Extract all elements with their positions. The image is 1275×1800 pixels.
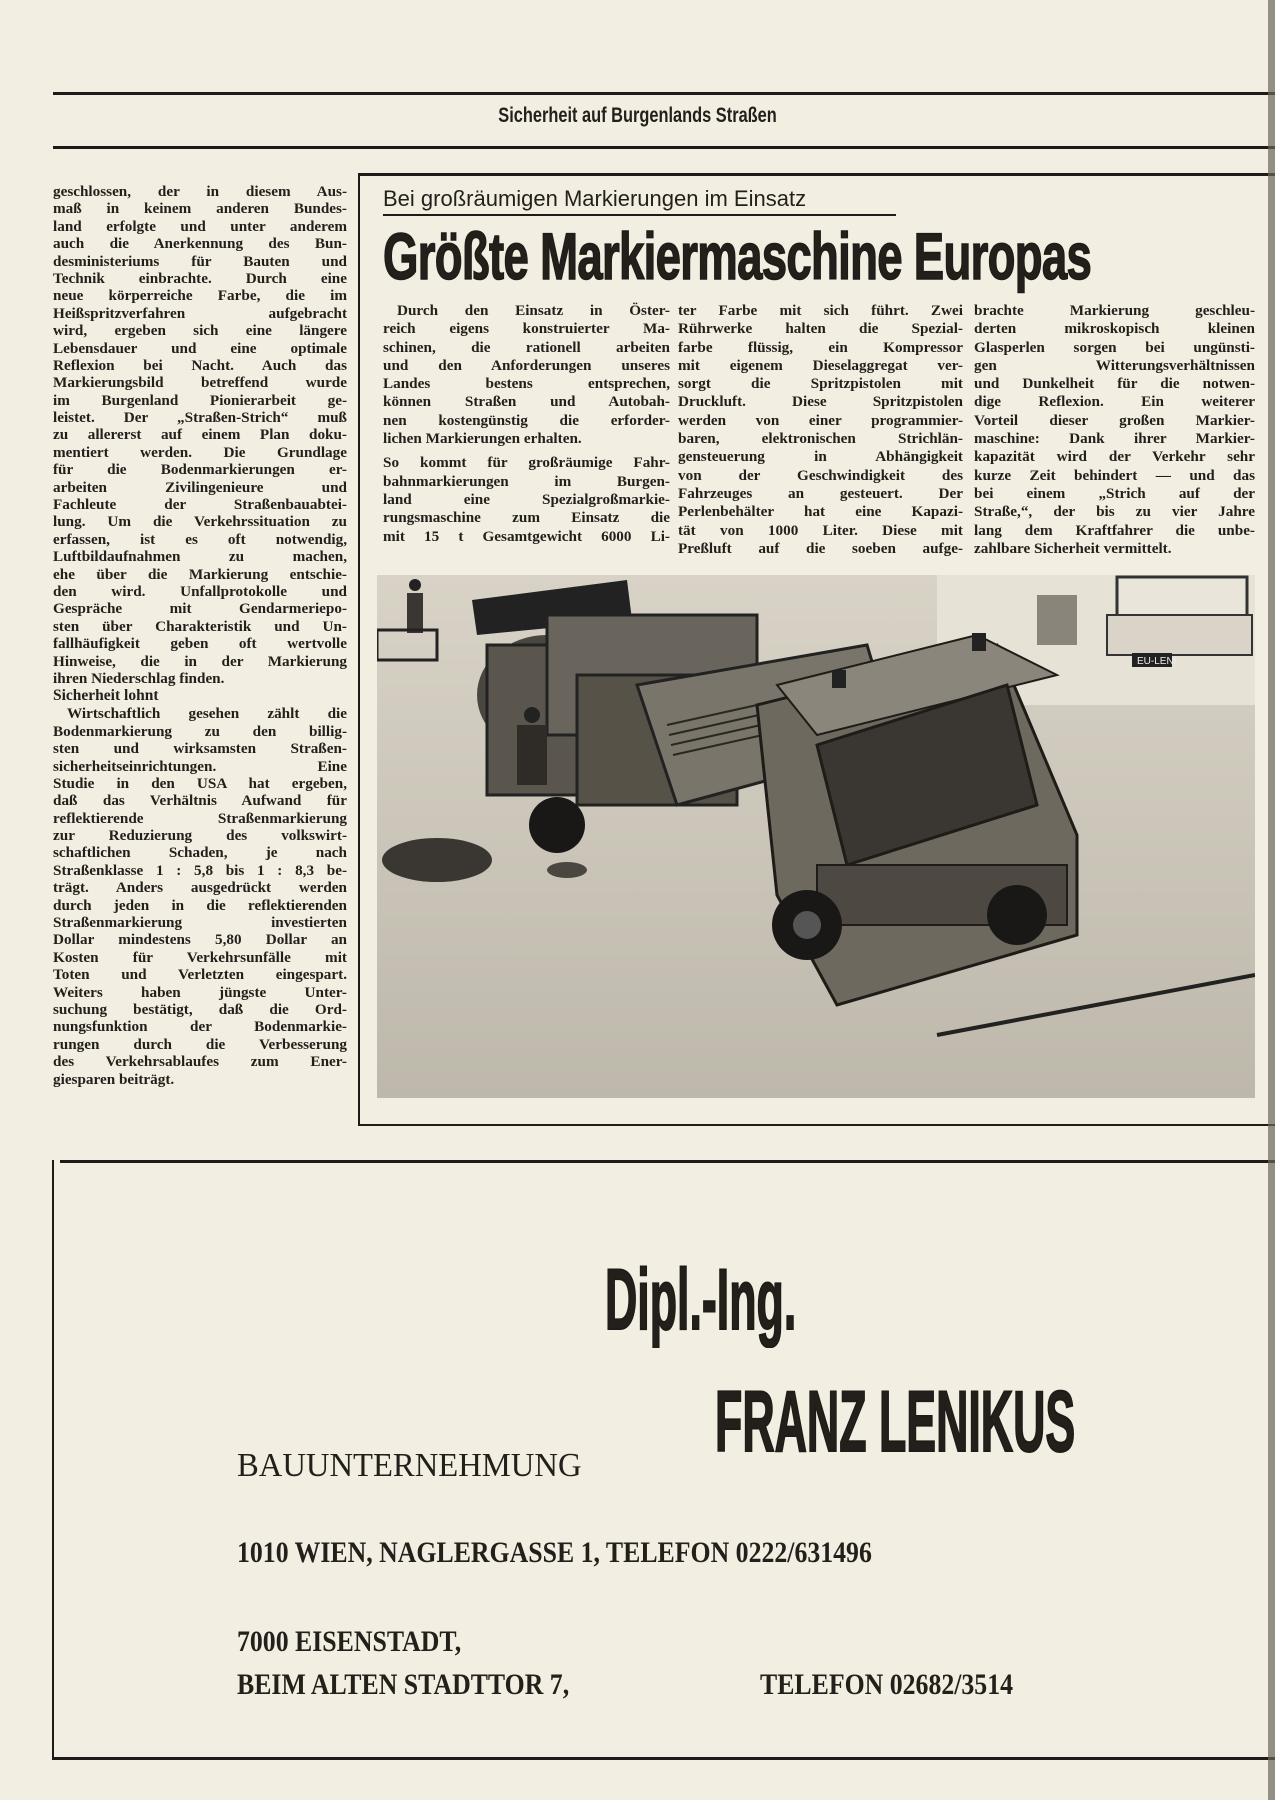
text-line: kapazität wird der Verkehr sehr: [974, 448, 1255, 466]
text-line: zur Reduzierung des volkswirt-: [53, 827, 347, 845]
text-line: desministeriums für Bauten und: [53, 252, 347, 270]
text-line: nungsfunktion der Bodenmarkie-: [53, 1018, 347, 1036]
text-line: Fahrzeuges an gesteuert. Der: [678, 484, 963, 502]
text-line: Preßluft auf die soeben aufge-: [678, 539, 963, 557]
text-line: zu allererst auf einem Plan doku-: [53, 426, 347, 444]
text-line: des Verkehrsablaufes zum Ener-: [53, 1053, 347, 1071]
text-line: Kosten für Verkehrsunfälle mit: [53, 948, 347, 966]
text-line: gensteuerung in Abhängigkeit: [678, 448, 963, 466]
article-box-left: [358, 173, 360, 1126]
text-line: reflektierende Straßenmarkierung: [53, 809, 347, 827]
text-line: Technik einbrachte. Durch eine: [53, 269, 347, 287]
text-line: durch jeden in die reflektierenden: [53, 896, 347, 914]
paint-stain-small: [547, 862, 587, 878]
text-line: sorgt die Spritzpistolen mit: [678, 375, 963, 393]
text-line: nen kostengünstig die erforder-: [383, 411, 670, 429]
text-line: maschine: Dank ihrer Markier-: [974, 430, 1255, 448]
text-line: gen Witterungsverhältnissen: [974, 356, 1255, 374]
text-line: können Straßen und Autobah-: [383, 393, 670, 411]
article-column-2: [678, 302, 963, 558]
section-rule: [53, 146, 1275, 149]
text-line: brachte Markierung geschleu-: [974, 302, 1255, 319]
text-line: Hinweise, die in der Markierung: [53, 652, 347, 670]
ad-title-text: Dipl.-Ing.: [605, 1252, 797, 1348]
text-line: im Burgenland Pionierarbeit ge-: [53, 391, 347, 409]
text-line: bei einem „Strich auf der: [974, 484, 1255, 502]
text-line: erfassen, ist es oft notwendig,: [53, 530, 347, 548]
text-line: Durch den Einsatz in Öster-: [397, 302, 670, 319]
text-line: rungsmaschine zum Einsatz die: [383, 509, 670, 527]
text-line: suchung bestätigt, daß die Ord-: [53, 1000, 347, 1018]
text-line: dige Reflexion. Ein weiterer: [974, 393, 1255, 411]
text-line: Fachleute der Straßenbauabtei-: [53, 496, 347, 514]
text-line: Vorteil dieser großen Markier-: [974, 411, 1255, 429]
article-photo: [377, 575, 1255, 1098]
text-line: ter Farbe mit sich führt. Zwei: [678, 302, 963, 319]
text-line: daß das Verhältnis Aufwand für: [53, 792, 347, 810]
ad-city-text: 7000 EISENSTADT,: [237, 1625, 462, 1658]
left-column: [53, 183, 347, 1088]
text-line: Straße,“, der bis zu vier Jahre: [974, 503, 1255, 521]
text-line: mit 15 t Gesamtgewicht 6000 Li-: [383, 527, 670, 545]
text-line: zahlbare Sicherheit vermittelt.: [974, 539, 1172, 557]
section-title: [0, 104, 1275, 128]
ad-address-vienna-text: 1010 WIEN, NAGLERGASSE 1, TELEFON 0222/631496: [237, 1536, 872, 1569]
text-line: von der Geschwindigkeit des: [678, 466, 963, 484]
ad-box-top: [60, 1160, 1275, 1163]
text-line: Toten und Verletzten eingespart.: [53, 966, 347, 984]
text-line: auch die Anerkennung des Bun-: [53, 235, 347, 253]
text-line: Landes bestens entsprechen,: [383, 375, 670, 393]
text-line: und Dunkelheit für die notwen-: [974, 375, 1255, 393]
text-line: reich eigens konstruierter Ma-: [383, 320, 670, 338]
column-subheading: Sicherheit lohnt: [53, 687, 159, 705]
text-line: Gespräche mit Gendarmeriepo-: [53, 600, 347, 618]
text-line: schaftlichen Schaden, je nach: [53, 844, 347, 862]
text-line: tät von 1000 Liter. Diese mit: [678, 521, 963, 539]
ad-address-eisenstadt-street: [237, 1665, 623, 1705]
article-headline: [383, 219, 1245, 293]
text-line: baren, elektronischen Strichlän-: [678, 430, 963, 448]
text-line: Reflexion bei Nacht. Auch das: [53, 356, 347, 374]
text-line: sicherheitseinrichtungen. Eine: [53, 757, 347, 775]
text-line: sten und wirksamsten Straßen-: [53, 740, 347, 758]
text-line: Glasperlen sorgen bei ungünsti-: [974, 338, 1255, 356]
text-line: maß in keinem anderen Bundes-: [53, 200, 347, 218]
text-line: farbe flüssig, ein Kompressor: [678, 338, 963, 356]
text-line: land erfolgte und unter anderem: [53, 217, 347, 235]
text-line: fallhäufigkeit geben oft wertvolle: [53, 635, 347, 653]
section-title-text: Sicherheit auf Burgenlands Straßen: [498, 104, 777, 127]
top-rule: [53, 92, 1275, 95]
text-line: mit eigenem Dieselaggregat ver-: [678, 356, 963, 374]
text-line: ehe über die Markierung entschie-: [53, 565, 347, 583]
text-line: Druckluft. Diese Spritzpistolen: [678, 393, 963, 411]
text-line: So kommt für großräumige Fahr-: [383, 454, 670, 472]
text-line: den wird. Unfallprotokolle und: [53, 582, 347, 600]
ad-phone-eisenstadt: [760, 1665, 1054, 1705]
barrel: [1037, 595, 1077, 645]
text-line: Weiters haben jüngste Unter-: [53, 983, 347, 1001]
ad-box-left: [52, 1160, 54, 1760]
article-column-1: [383, 302, 670, 546]
ad-address-vienna: [237, 1533, 975, 1573]
text-line: Heißspritzverfahren aufgebracht: [53, 304, 347, 322]
parked-car-icon: [1107, 577, 1252, 667]
text-line: wird, ergeben sich eine längere: [53, 322, 347, 340]
text-line: Dollar mindestens 5,80 Dollar an: [53, 931, 347, 949]
text-line: Rührwerke halten die Spezial-: [678, 320, 963, 338]
paint-stain: [382, 838, 492, 882]
text-line: bahnmarkierungen im Burgen-: [383, 472, 670, 490]
ad-company-name: [715, 1372, 1275, 1472]
text-line: Markierungsbild betreffend wurde: [53, 374, 347, 392]
text-line: rungen durch die Verbesserung: [53, 1035, 347, 1053]
article-box-bottom: [358, 1124, 1275, 1126]
ad-street-text: BEIM ALTEN STADTTOR 7,: [237, 1668, 570, 1701]
article-column-3: [974, 302, 1255, 558]
text-line: Straßenklasse 1 : 5,8 bis 1 : 8,3 be-: [53, 861, 347, 879]
text-line: sten über Charakteristik und Un-: [53, 617, 347, 635]
text-line: leistet. Der „Straßen-Strich“ muß: [53, 409, 347, 427]
text-line: und den Anforderungen unseres: [383, 356, 670, 374]
text-line: geschlossen, der in diesem Aus-: [53, 183, 347, 200]
text-line: arbeiten Zivilingenieure und: [53, 478, 347, 496]
text-line: Studie in den USA hat ergeben,: [53, 774, 347, 792]
ad-title: [605, 1250, 973, 1350]
text-line: neue körperreiche Farbe, die im: [53, 287, 347, 305]
ad-company-name-text: FRANZ LENIKUS: [715, 1374, 1076, 1470]
text-line: ihren Niederschlag finden.: [53, 669, 225, 687]
page-edge: [1268, 0, 1275, 1800]
text-line: Lebensdauer und eine optimale: [53, 339, 347, 357]
ad-business-type: [237, 1446, 596, 1486]
text-line: Luftbildaufnahmen zu machen,: [53, 548, 347, 566]
text-line: Bodenmarkierung zu den billig-: [53, 722, 347, 740]
ad-business-type-text: BAUUNTERNEHMUNG: [237, 1447, 582, 1484]
text-line: kurze Zeit behindert — und das: [974, 466, 1255, 484]
text-line: mentiert werden. Die Grundlage: [53, 443, 347, 461]
text-line: Perlenbehälter hat eine Kapazi-: [678, 503, 963, 521]
text-line: giesparen beiträgt.: [53, 1070, 175, 1088]
text-line: lung. Um die Verkehrssituation zu: [53, 513, 347, 531]
licence-plate: EU-LENI: [1137, 656, 1177, 667]
ad-phone-text: TELEFON 02682/3514: [760, 1668, 1014, 1701]
text-line: schinen, die rationell arbeiten: [383, 338, 670, 356]
text-line: werden von einer programmier-: [678, 411, 963, 429]
headline-text: Größte Markiermaschine Europas: [383, 219, 1092, 293]
text-line: derten mikroskopisch kleinen: [974, 320, 1255, 338]
ad-box-bottom: [52, 1757, 1275, 1760]
text-line: Straßenmarkierung investierten: [53, 914, 347, 932]
ad-address-eisenstadt-city: [237, 1622, 498, 1662]
text-line: trägt. Anders ausgedrückt werden: [53, 879, 347, 897]
text-line: für die Bodenmarkierungen er-: [53, 461, 347, 479]
text-line: lang dem Kraftfahrer die unbe-: [974, 521, 1255, 539]
text-line: land eine Spezialgroßmarkie-: [383, 490, 670, 508]
article-kicker: Bei großräumigen Markierungen im Einsatz: [383, 186, 896, 216]
text-line: lichen Markierungen erhalten.: [383, 430, 582, 448]
road-marking-truck-photo: [377, 575, 1255, 1098]
article-box-top: [358, 173, 1275, 176]
text-line: Wirtschaftlich gesehen zählt die: [67, 705, 347, 723]
